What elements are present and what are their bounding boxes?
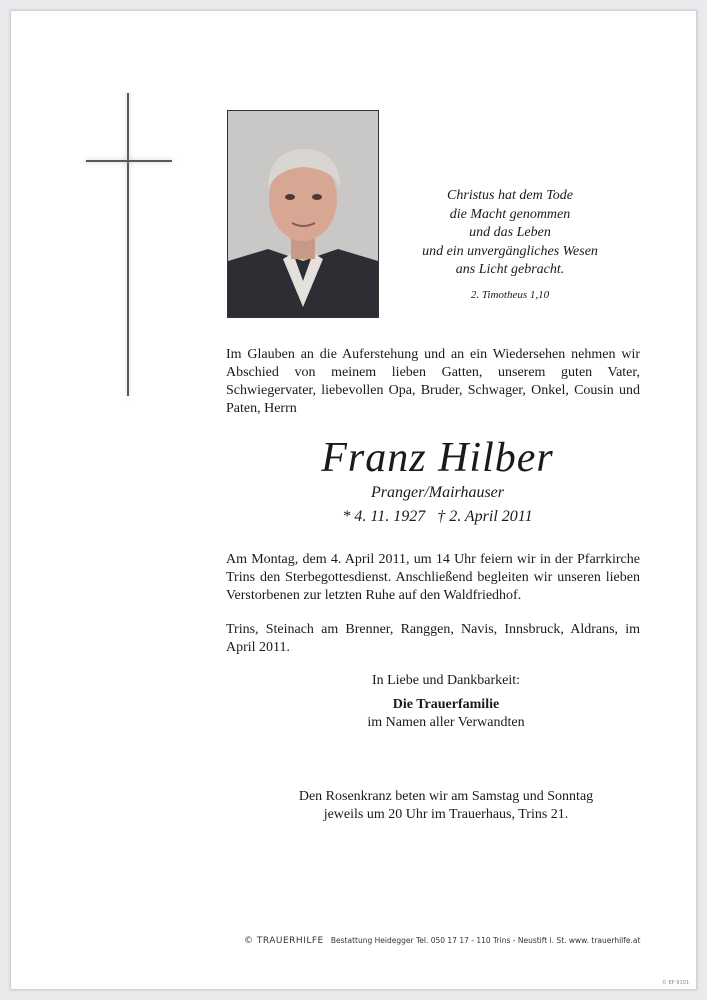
verse-reference: 2. Timotheus 1,10 [470,288,550,301]
verse-line: und ein unvergängliches Wesen [422,243,598,259]
deceased-name: Franz Hilber [321,435,554,481]
verse-line: die Macht genommen [449,206,571,222]
rosary-line-2: jeweils um 20 Uhr im Trauerhaus, Trins 21. [323,807,569,822]
death-date: † 2. April 2011 [437,508,533,525]
cross-icon-bar [86,160,172,162]
closing-family: Die Trauerfamilie [392,697,500,712]
rosary-line-1: Den Rosenkranz beten wir am Samstag und Sonntag [298,789,594,804]
portrait-photo [227,110,379,318]
print-code: © EP 9101 [661,980,689,986]
intro-text: Im Glauben an die Auferstehung und an ein Wiedersehen nehmen wir Abschied von meinem lieben Gatten, unserem guten Vater, Schwiegervater, liebevollen Opa, Bruder, Schwager, Onkel, Cousin und Paten, Herrn [226,347,640,416]
service-text: Am Montag, dem 4. April 2011, um 14 Uhr feiern wir in der Pfarrkirche Trins den Sterbegottesdienst. Anschließend begleiten wir unseren lieben Verstorbenen zur letzten Ruhe auf den Waldfriedhof. [226,552,640,603]
places-text: Trins, Steinach am Brenner, Ranggen, Navis, Innsbruck, Aldrans, im April 2011. [226,622,640,655]
closing-relatives: im Namen aller Verwandten [367,715,525,730]
footer [244,936,664,946]
trauerhilfe-logo: © TRAUERHILFE [244,936,324,946]
verse-line: Christus hat dem Tode [447,188,573,203]
deceased-alias: Pranger/Mairhauser [370,484,505,501]
birth-date: * 4. 11. 1927 [342,508,426,525]
verse-line: ans Licht gebracht. [455,262,565,277]
verse-line: und das Leben [469,225,551,240]
closing-salutation: In Liebe und Dankbarkeit: [371,673,521,688]
life-dates [190,508,685,526]
footer-text: Bestattung Heidegger Tel. 050 17 17 - 110 Trins - Neustift i. St. www. trauerhilfe.at [330,936,641,945]
bible-verse [400,187,620,304]
cross-icon [127,93,129,396]
